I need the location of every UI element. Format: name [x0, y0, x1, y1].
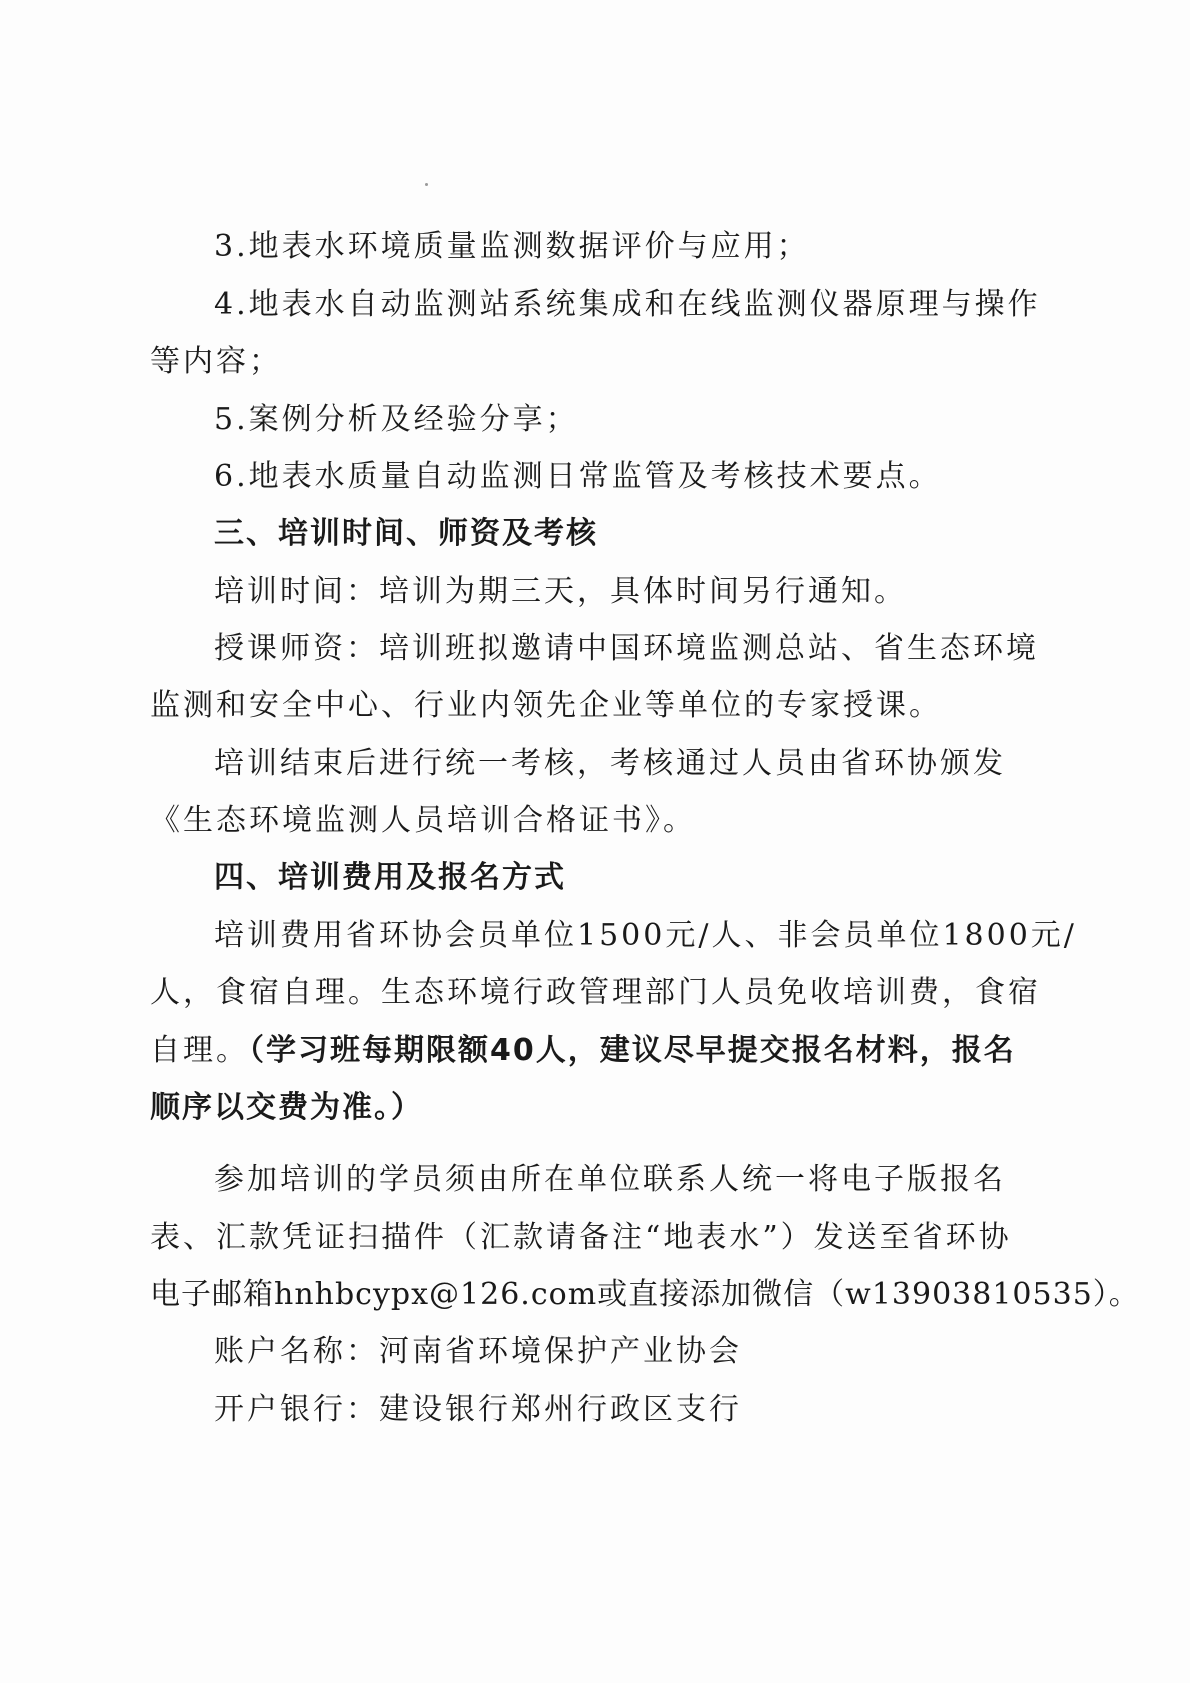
item-5: 5.案例分析及经验分享；: [214, 402, 579, 437]
instructors-line-2: 监测和安全中心、行业内领先企业等单位的专家授课。: [150, 688, 942, 723]
item-4-line-1: 4.地表水自动监测站系统集成和在线监测仪器原理与操作: [214, 287, 1041, 322]
assessment-line-2: 《生态环境监测人员培训合格证书》。: [150, 803, 696, 838]
item-4-line-2: 等内容；: [150, 344, 282, 379]
assessment-line-1: 培训结束后进行统一考核，考核通过人员由省环协颁发: [214, 746, 1006, 781]
item-6: 6.地表水质量自动监测日常监管及考核技术要点。: [214, 459, 942, 494]
quota-notice: （学习班每期限额40人，建议尽早提交报名材料，报名: [249, 1033, 1016, 1068]
account-name: 账户名称：河南省环境保护产业协会: [214, 1334, 742, 1369]
registration-line-2: 表、汇款凭证扫描件（汇款请备注“地表水”）发送至省环协: [150, 1220, 1012, 1255]
training-time: 培训时间：培训为期三天，具体时间另行通知。: [214, 574, 907, 609]
scan-speck: [425, 183, 428, 186]
fee-line-1: 培训费用省环协会员单位1500元/人、非会员单位1800元/: [214, 918, 1077, 953]
quota-notice-line-2: 顺序以交费为准。）: [150, 1090, 423, 1125]
fee-line-3: [150, 1029, 1016, 1073]
item-3: 3.地表水环境质量监测数据评价与应用；: [214, 229, 810, 264]
bank-name: 开户银行：建设银行郑州行政区支行: [214, 1392, 742, 1427]
registration-line-1: 参加培训的学员须由所在单位联系人统一将电子版报名: [214, 1162, 1006, 1197]
section-heading-3: 三、培训时间、师资及考核: [214, 516, 598, 551]
registration-line-3: 电子邮箱hnhbcypx@126.com或直接添加微信（w13903810535）。: [150, 1277, 1140, 1312]
fee-line-2: 人，食宿自理。生态环境行政管理部门人员免收培训费，食宿: [150, 975, 1041, 1010]
instructors-line-1: 授课师资：培训班拟邀请中国环境监测总站、省生态环境: [214, 631, 1039, 666]
section-heading-4: 四、培训费用及报名方式: [214, 860, 566, 895]
fee-line-3-plain: 自理。: [150, 1033, 249, 1068]
